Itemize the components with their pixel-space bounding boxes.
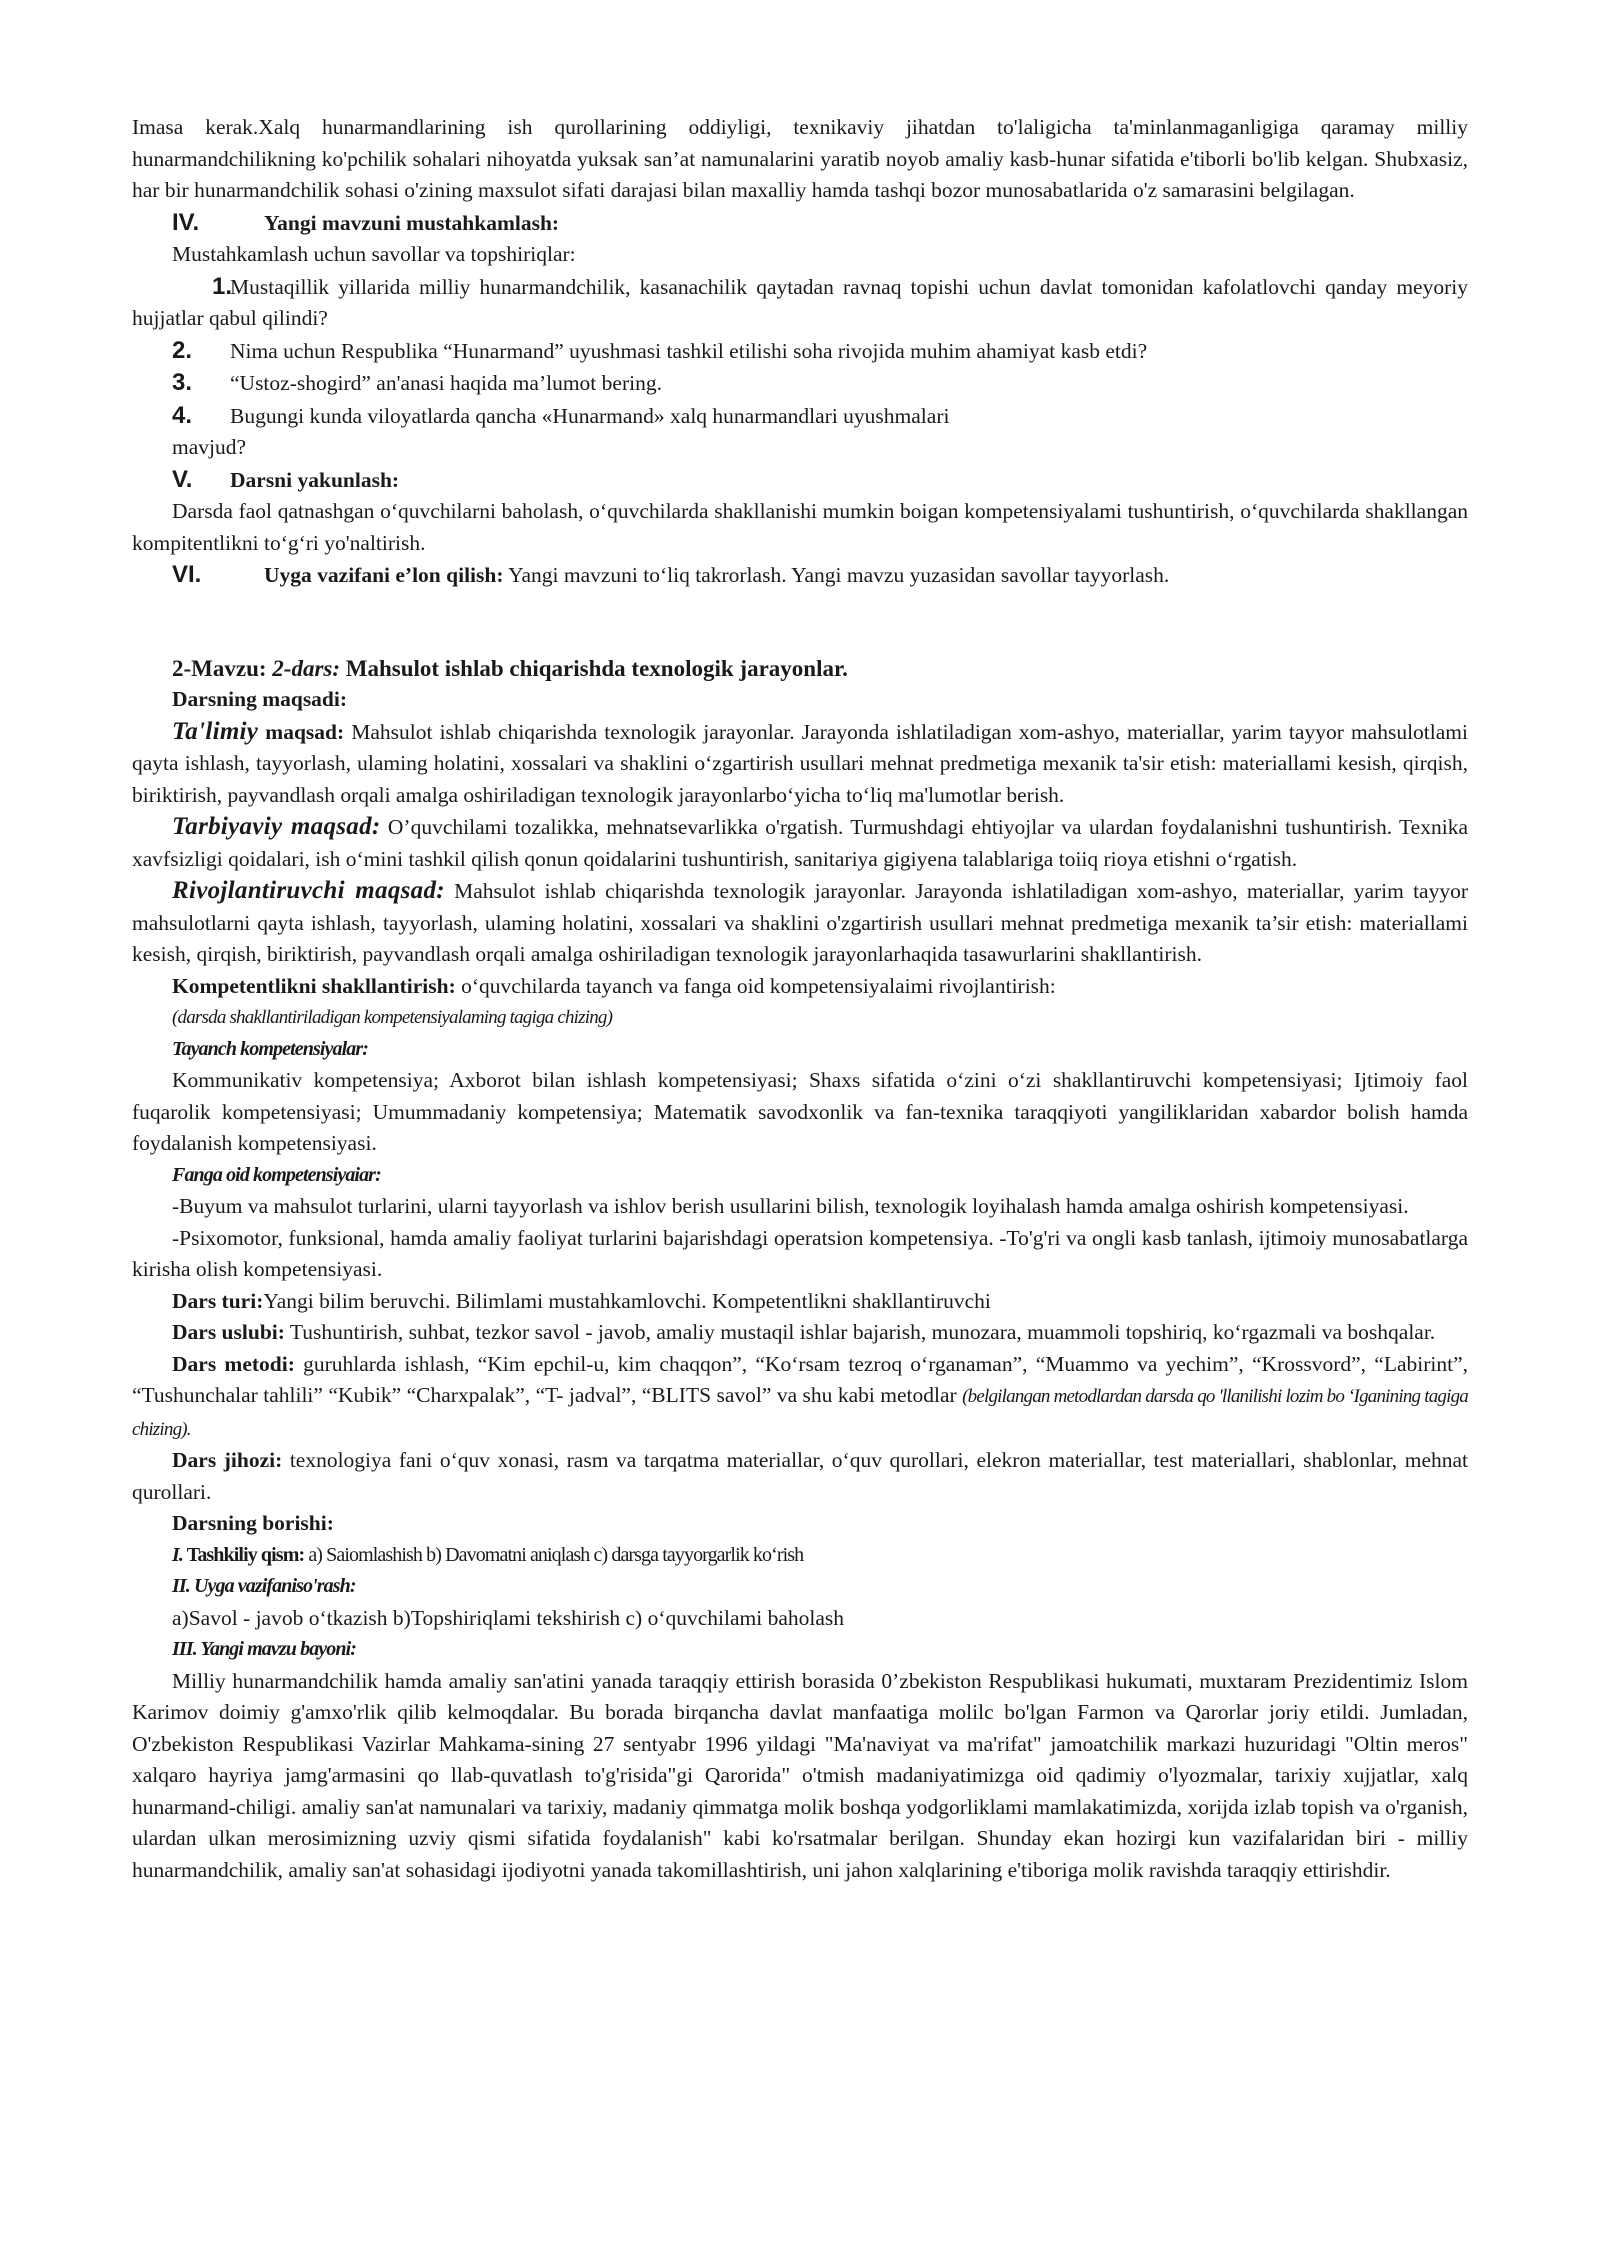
talimiy-label-2: maqsad: <box>258 719 345 744</box>
question-2 <box>132 335 1468 368</box>
section-v-heading <box>132 464 1468 497</box>
spacer <box>132 592 1468 653</box>
section-iv-title: Yangi mavzuni mustahkamlash: <box>264 210 560 235</box>
komp-note: (darsda shakllantiriladigan kompetensiyalaming tagiga chizing) <box>172 1007 613 1028</box>
dars-jihozi <box>132 1445 1468 1508</box>
yangi-mavzu-label: III. Yangi mavzu bayoni: <box>172 1638 357 1660</box>
section-iv-heading <box>132 207 1468 240</box>
tashkiliy-text: a) Saiomlashish b) Davomatni aniqlash c) darsga tayyorgarlik ko‘rish <box>304 1543 804 1566</box>
dars-jihozi-label: Dars jihozi: <box>172 1448 283 1472</box>
fanga-item-1: -Buyum va mahsulot turlarini, ularni tayyorlash va ishlov berish usullarini bilish, texnologik loyihalash hamda amalga oshirish kompetensiyasi. <box>172 1194 1409 1218</box>
dars-uslubi-text: Tushuntirish, suhbat, tezkor savol - javob, amaliy mustaqil ishlar bajarish, munozara, muammoli topshiriq, ko‘rgazmali va boshqalar. <box>284 1320 1436 1344</box>
question-4-text: Bugungi kunda viloyatlarda qancha «Hunarmand» xalq hunarmandlari uyushmalari <box>230 403 950 428</box>
tarbiyaviy-paragraph <box>132 811 1468 875</box>
dars-uslubi <box>132 1317 1468 1349</box>
question-1 <box>132 271 1468 335</box>
lesson-heading-title: Mahsulot ishlab chiqarishda texnologik jarayonlar. <box>340 655 848 681</box>
section-vi-number: VI. <box>172 561 202 588</box>
talimiy-label: Ta'limiy <box>172 717 259 745</box>
borishi-label: Darsning borishi: <box>172 1511 334 1535</box>
document-page <box>132 112 1468 1886</box>
section-vi <box>132 559 1468 592</box>
lesson-heading-lesson: 2-dars: <box>272 655 341 681</box>
question-2-number: 2. <box>172 336 193 364</box>
tayanch-label: Tayanch kompetensiyalar: <box>172 1037 368 1060</box>
question-1-text: Mustaqillik yillarida milliy hunarmandchilik, kasanachilik qaytadan ravnaq topishi uchun davlat tomonidan kafolatlovchi qanday meyoriy hujjatlar qabul qilindi? <box>132 274 1468 330</box>
lesson-heading-topic: 2-Mavzu: <box>172 655 273 681</box>
uyga-vazifa-label: II. Uyga vazifaniso'rash: <box>172 1575 356 1597</box>
komp-label: Kompetentlikni shakllantirish: <box>172 973 456 998</box>
section-iv-number: IV. <box>172 208 200 236</box>
dars-metodi-note: (belgilangan metodlardan darsda qo 'llanilishi lozim bo ‘Iganining tagiga chizing). <box>132 1386 1468 1440</box>
section-iv-intro: Mustahkamlash uchun savollar va topshiriqlar: <box>172 242 576 266</box>
rivoj-paragraph <box>132 875 1468 971</box>
section-v-text: Darsda faol qatnashgan o‘quvchilarni baholash, o‘quvchilarda shakllanishi mumkin boigan kompetensiyalami tushuntirish, o‘quvchilarda shakllangan kompitentlikni to‘g‘ri yo'naltirish. <box>132 499 1468 555</box>
tayanch-text: Kommunikativ kompetensiya; Axborot bilan ishlash kompetensiyasi; Shaxs sifatida o‘zini o‘zi shakllantiruvchi kompetensiyasi; Ijtimoiy faol fuqarolik kompetensiyasi; Umummadaniy kompetensiya; Matematik savodxonlik va fan-texnika taraqqiyoti yangiliklaridan xabardor bolish hamda foydalanish kompetensiyasi. <box>132 1068 1468 1155</box>
question-4 <box>132 400 1468 433</box>
tarbiyaviy-label: Tarbiyaviy maqsad: <box>172 813 381 840</box>
komp-text: o‘quvchilarda tayanch va fanga oid kompetensiyalaimi rivojlantirish: <box>455 973 1056 998</box>
uyga-vazifa-text: a)Savol - javob o‘tkazish b)Topshiriqlami tekshirish c) o‘quvchilami baholash <box>172 1605 845 1630</box>
final-paragraph: Milliy hunarmandchilik hamda amaliy san'atini yanada taraqqiy ettirish borasida 0’zbekiston Respublikasi hukumati, muxtaram Prezidentimiz Islom Karimov doimiy g'amxo'rlik qilib kelmoqdalar. Bu borada birqancha davlat manfaatiga molilc bo'lgan Farmon va Qarorlar joriy etildi. Jumladan, O'zbekiston Respublikasi Vazirlar Mahkama-sining 27 sentyabr 1996 yildagi "Ma'naviyat va ma'rifat" jamoatchilik markazi huzuridagi "Oltin meros" xalqaro hayriya jamg'armasini qo llab-quvatlash to'g'risida"gi Qarorida" o'tmish madaniyatimizga oid qadimiy o'lyozmalar, tarixiy xujjatlar, xalq hunarmand-chiligi. amaliy san'at namunalari va tarixiy, madaniy qimmatga molik boshqa yodgorliklami mamlakatimizda, xorijda izlab topish va o'rganish, ulardan ulkan merosimizning uzviy qismi sifatida foydalanish" kabi ko'rsatmalar berilgan. Shunday ekan hozirgi kun vazifalaridan biri - milliy hunarmandchilik, amaliy san'at sohasidagi ijodiyotni yanada takomillashtirish, uni jahon xalqlarining e'tiboriga molik ravishda taraqqiy ettirishdir. <box>132 1668 1468 1882</box>
top-paragraph: Imasa kerak.Xalq hunarmandlarining ish qurollarining oddiyligi, texnikaviy jihatdan to'laligicha ta'minlanmaganligiga qaramay milliy hunarmandchilikning ko'pchilik sohalari nihoyatda yuksak san’at namunalarini yaratib noyob amaliy kasb-hunar sifatida e'tiborli bo'lib kelgan. Shubxasiz, har bir hunarmandchilik sohasi o'zining maxsulot sifati darajasi bilan maxalliy hamda tashqi bozor munosabatlarida o'z samarasini belgilagan. <box>132 115 1468 202</box>
question-4-continuation: mavjud? <box>172 435 247 459</box>
question-4-number: 4. <box>172 401 193 429</box>
dars-turi-label: Dars turi: <box>172 1288 264 1313</box>
talimiy-text: Mahsulot ishlab chiqarishda texnologik jarayonlar. Jarayonda ishlatiladigan xom-ashyo, materiallar, yarim tayyor mahsulotlami qayta ishlash, tayyorlash, ulaming holatini, xossalari va shaklini o‘zgartirish usullari mehnat predmetiga mexanik ta'sir etish: materiallami kesish, qirqish, biriktirish, payvandlash orqali amalga oshiriladigan texnologik jarayonlarbo‘yicha to‘liq ma'lumotlar berish. <box>132 719 1468 807</box>
section-v-title: Darsni yakunlash: <box>230 467 400 492</box>
lesson-heading <box>132 653 1468 685</box>
dars-jihozi-text: texnologiya fani o‘quv xonasi, rasm va tarqatma materiallar, o‘quv qurollari, elekron materiallar, test materiallari, shablonlar, mehnat qurollari. <box>132 1448 1469 1504</box>
komp-paragraph <box>132 971 1468 1003</box>
dars-turi-text: Yangi bilim beruvchi. Bilimlami mustahkamlovchi. Kompetentlikni shakllantiruvchi <box>263 1288 991 1313</box>
section-vi-text: Yangi mavzuni to‘liq takrorlash. Yangi mavzu yuzasidan savollar tayyorlash. <box>503 563 1170 587</box>
rivoj-text: Mahsulot ishlab chiqarishda texnologik jarayonlar. Jarayonda ishlatiladigan xom-ashyo, materiallar, yarim tayyor mahsulotlarni qayta ishlash, tayyorlash, ulaming holatini, xossalari va shaklini o'zgartirish usullari mehnat predmetiga mexanik ta’sir etish: materiallami kesish, qirqish, biriktirish, payvandlash orqali amalga oshiriladigan texnologik jarayonlarhaqida tasawurlarini shakllantirish. <box>132 879 1468 966</box>
tashkiliy-qism <box>132 1540 1468 1572</box>
question-1-number: 1. <box>212 272 233 300</box>
dars-uslubi-label: Dars uslubi: <box>172 1320 285 1344</box>
dars-metodi-text: guruhlarda ishlash, “Kim epchil-u, kim chaqqon”, “Ko‘rsam tezroq o‘rganaman”, “Muammo va yechim”, “Krossvord”, “Labirint”, “Tushunchalar tahlili” “Kubik” “Charxpalak”, “T- jadval”, “BLITS savol” va shu kabi metodlar <box>132 1351 1468 1407</box>
fanga-label: Fanga oid kompetensiyaiar: <box>172 1163 381 1186</box>
goal-label: Darsning maqsadi: <box>172 687 348 711</box>
question-2-text: Nima uchun Respublika “Hunarmand” uyushmasi tashkil etilishi soha rivojida muhim ahamiyat kasb etdi? <box>230 338 1148 363</box>
question-3 <box>132 367 1468 400</box>
question-3-number: 3. <box>172 369 193 396</box>
tashkiliy-number: I. <box>172 1543 183 1566</box>
dars-metodi-label: Dars metodi: <box>172 1351 295 1376</box>
question-3-text: “Ustoz-shogird” an'anasi haqida ma’lumot bering. <box>230 371 662 395</box>
rivoj-label: Rivojlantiruvchi maqsad: <box>172 877 445 904</box>
talimiy-paragraph <box>132 716 1468 812</box>
section-v-number: V. <box>172 465 193 493</box>
section-vi-title: Uyga vazifani e’lon qilish: <box>264 563 504 587</box>
fanga-item-2: -Psixomotor, funksional, hamda amaliy faoliyat turlarini bajarishdagi operatsion kompetensiya. -To'g'ri va ongli kasb tanlash, ijtimoiy munosabatlarga kirisha olish kompetensiyasi. <box>132 1225 1468 1281</box>
tashkiliy-label: Tashkiliy qism: <box>182 1543 305 1566</box>
tarbiyaviy-text: O’quvchilami tozalikka, mehnatsevarlikka o'rgatish. Turmushdagi ehtiyojlar va ulardan foydalanishni tushuntirish. Texnika xavfsizligi qoidalari, ish o‘mini tashkil qilish qonun qoidalarini tushuntirish, sanitariya gigiyena talablariga toiiq rioya etishni o‘rgatish. <box>132 815 1468 871</box>
dars-metodi <box>132 1349 1468 1446</box>
dars-turi <box>132 1286 1468 1318</box>
